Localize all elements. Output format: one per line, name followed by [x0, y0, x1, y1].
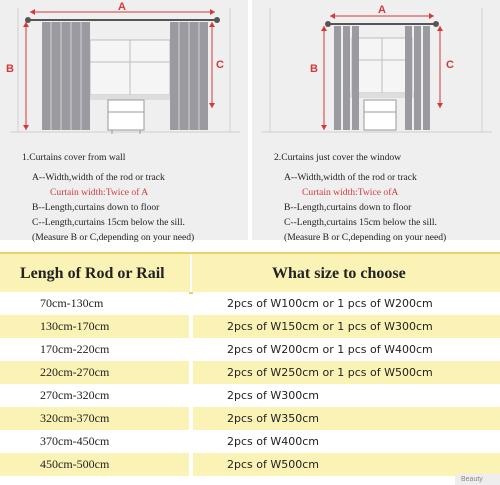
- table-row: [0, 384, 500, 407]
- measure-label-b: B: [6, 63, 14, 75]
- size-cell: 2pcs of W400cm: [193, 430, 500, 453]
- table-header: [0, 252, 500, 294]
- table-row: [0, 407, 500, 430]
- rod-length-cell: 450cm-500cm: [0, 453, 189, 476]
- desc-curtain-width: Curtain width:Twice ofA: [302, 187, 399, 198]
- diagram-panel-wall: [0, 0, 248, 243]
- desc-line-b: B--Length,curtains down to floor: [32, 202, 160, 213]
- table-row: [0, 430, 500, 453]
- size-cell: 2pcs of W300cm: [193, 384, 500, 407]
- rod-length-cell: 70cm-130cm: [0, 292, 189, 315]
- rod-length-cell: 270cm-320cm: [0, 384, 189, 407]
- desc-note: (Measure B or C,depending on your need): [32, 232, 195, 243]
- measure-label-a: A: [118, 1, 126, 13]
- desc-line-c: C--Length,curtains 15cm below the sill.: [32, 217, 185, 228]
- header-rod-length: Lengh of Rod or Rail: [20, 265, 165, 282]
- measure-label-a: A: [378, 4, 386, 16]
- size-cell: 2pcs of W150cm or 1 pcs of W300cm: [193, 315, 500, 338]
- size-cell: 2pcs of W250cm or 1 pcs of W500cm: [193, 361, 500, 384]
- rod-length-cell: 370cm-450cm: [0, 430, 189, 453]
- rod-length-cell: 170cm-220cm: [0, 338, 189, 361]
- size-cell: 2pcs of W100cm or 1 pcs of W200cm: [193, 292, 500, 315]
- measure-label-c: C: [446, 59, 454, 71]
- curtain-wall-illustration: [0, 0, 248, 140]
- size-table: [0, 252, 500, 485]
- desc-line-a: A--Width,width of the rod or track: [32, 172, 165, 183]
- size-cell: 2pcs of W200cm or 1 pcs of W400cm: [193, 338, 500, 361]
- watermark-tag: Beauty: [455, 474, 500, 485]
- table-row: [0, 361, 500, 384]
- desc-curtain-width: Curtain width:Twice of A: [50, 187, 149, 198]
- table-row: [0, 315, 500, 338]
- table-row: [0, 453, 500, 476]
- header-divider: [190, 254, 192, 292]
- diagram-description: [22, 150, 246, 245]
- diagram-description: [274, 150, 498, 245]
- desc-line-b: B--Length,curtains down to floor: [284, 202, 412, 213]
- desc-line-a: A--Width,width of the rod or track: [284, 172, 417, 183]
- diagram-title: 1.Curtains cover from wall: [22, 152, 126, 163]
- size-cell: 2pcs of W500cm: [193, 453, 500, 476]
- size-cell: 2pcs of W350cm: [193, 407, 500, 430]
- diagram-title: 2.Curtains just cover the window: [274, 152, 402, 163]
- desc-note: (Measure B or C,depending on your need): [284, 232, 447, 243]
- measure-label-c: C: [216, 59, 224, 71]
- measure-label-b: B: [310, 63, 318, 75]
- table-row: [0, 292, 500, 315]
- rod-length-cell: 320cm-370cm: [0, 407, 189, 430]
- curtain-window-illustration: [252, 0, 500, 140]
- table-row: [0, 338, 500, 361]
- rod-length-cell: 220cm-270cm: [0, 361, 189, 384]
- desc-line-c: C--Length,curtains 15cm below the sill.: [284, 217, 437, 228]
- header-size: What size to choose: [272, 265, 406, 282]
- diagram-panel-window: [252, 0, 500, 243]
- rod-length-cell: 130cm-170cm: [0, 315, 189, 338]
